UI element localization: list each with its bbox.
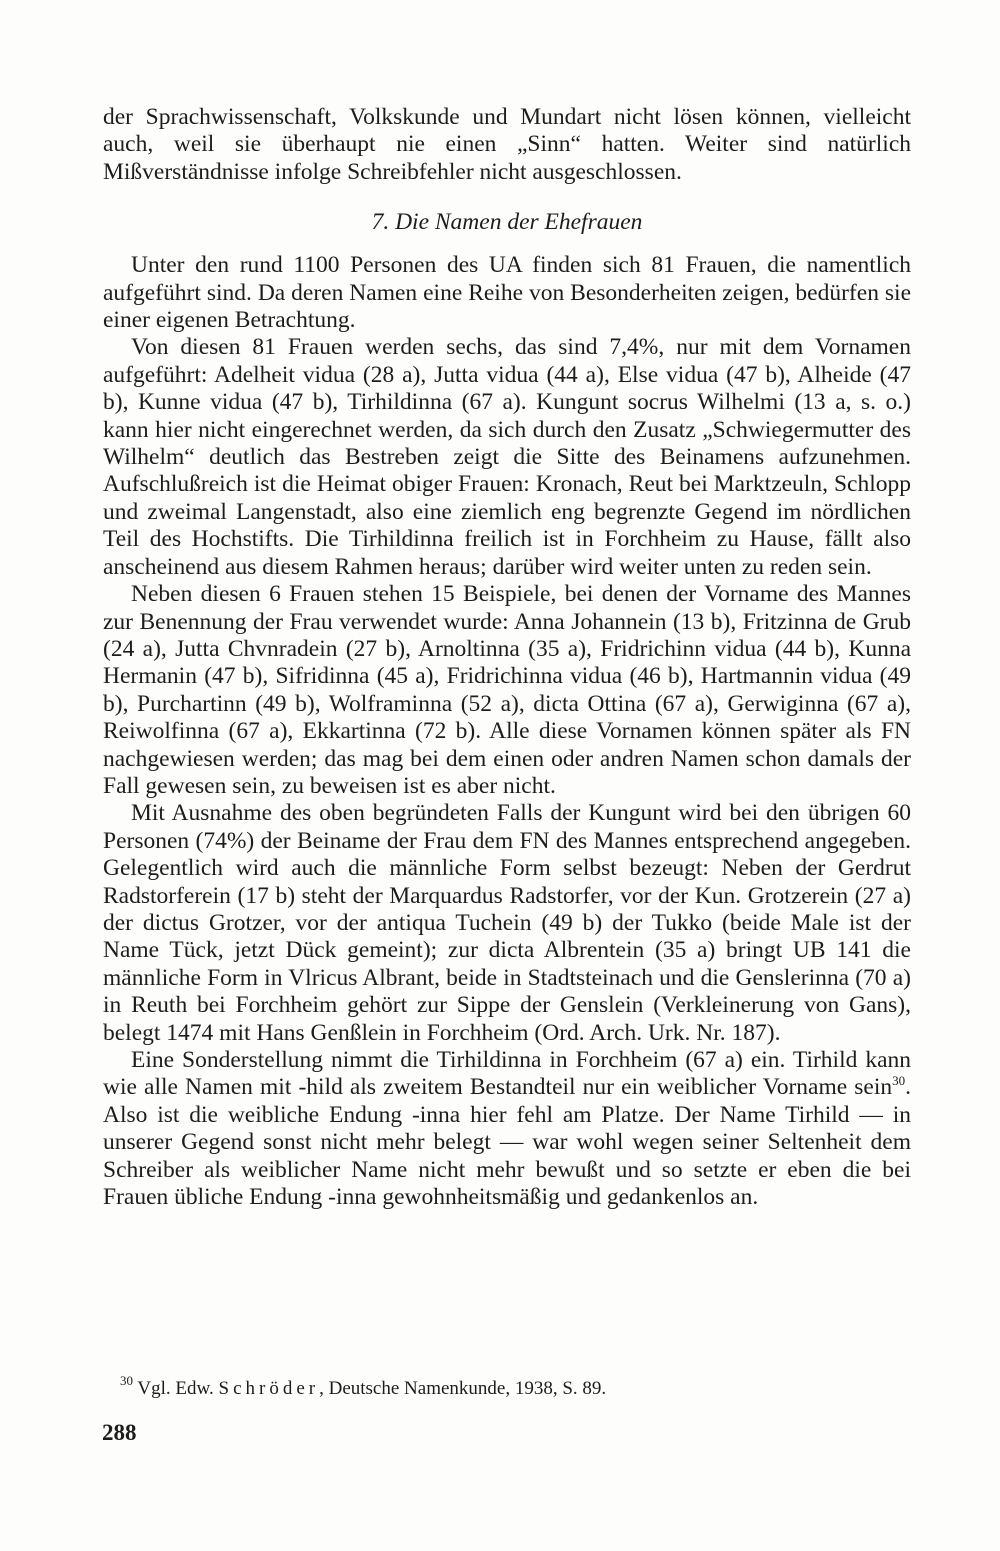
footnote xyxy=(120,1373,607,1400)
page-body xyxy=(103,104,911,1211)
paragraph-3: Neben diesen 6 Frauen stehen 15 Beispiele, bei denen der Vorname des Mannes zur Benennung der Frau verwendet wurde: Anna Johannein (13 b), Fritzinna de Grub (24 a), Jutta Chvnradein (27 b), Arnoltinna (35 a), Fridrichinn vidua (44 b), Kunna Hermanin (47 b), Sifridinna (45 a), Fridrichinna vidua (46 b), Hartmannin vidua (49 b), Purchartinn (49 b), Wolframinna (52 a), dicta Ottina (67 a), Gerwiginna (67 a), Reiwolfinna (67 a), Ekkartinna (72 b). Alle diese Vornamen können später als FN nachgewiesen werden; das mag bei dem einen oder andren Namen schon damals der Fall gewesen sein, zu beweisen ist es aber nicht. xyxy=(103,581,911,799)
footnote-lead: Vgl. Edw. xyxy=(137,1378,219,1399)
paragraph-1: Unter den rund 1100 Personen des UA finden sich 81 Frauen, die namentlich aufgeführt sind. Da deren Namen eine Reihe von Besonderheiten zeigen, bedürfen sie einer eigenen Betrachtung. xyxy=(103,252,911,334)
section-heading: 7. Die Namen der Ehefrauen xyxy=(371,209,643,236)
footnote-author: Schröder xyxy=(218,1378,320,1399)
page-number: 288 xyxy=(102,1420,137,1445)
paragraph-2: Von diesen 81 Frauen werden sechs, das sind 7,4%, nur mit dem Vornamen aufgeführt: Adelheit vidua (28 a), Jutta vidua (44 a), Else vidua (47 b), Alheide (47 b), Kunne vidua (47 b), Tirhildinna (67 a). Kungunt socrus Wilhelmi (13 a, s. o.) kann hier nicht eingerechnet werden, da sich durch den Zusatz „Schwiegermutter des Wilhelm“ deutlich das Bestreben zeigt die Sitte des Beinamens aufzunehmen. Aufschlußreich ist die Heimat obiger Frauen: Kronach, Reut bei Marktzeuln, Schlopp und zweimal Langenstadt, also eine ziemlich eng begrenzte Gegend im nördlichen Teil des Hochstifts. Die Tirhildinna freilich ist in Forchheim zu Hause, fällt also anscheinend aus diesem Rahmen heraus; darüber wird weiter unten zu reden sein. xyxy=(103,334,911,580)
paragraph-5-text-a: Eine Sonderstellung nimmt die Tirhildinna in Forchheim (67 a) ein. Tirhild kann wie alle Namen mit -hild als zweitem Bestandteil nur ein weiblicher Vorname sein xyxy=(103,1047,911,1101)
footnote-reference: 30 xyxy=(892,1073,906,1089)
paragraph-4: Mit Ausnahme des oben begründeten Falls der Kungunt wird bei den übrigen 60 Personen (74%) der Beiname der Frau dem FN des Mannes entsprechend angegeben. Gelegentlich wird auch die männliche Form selbst bezeugt: Neben der Gerdrut Radstorferein (17 b) steht der Marquardus Radstorfer, vor der Kun. Grotzerein (27 a) der dictus Grotzer, vor der antiqua Tuchein (49 b) der Tukko (beide Male ist der Name Tück, jetzt Dück gemeint); zur dicta Albrentein (35 a) bringt UB 141 die männliche Form in Vlricus Albrant, beide in Stadtsteinach und die Genslerinna (70 a) in Reuth bei Forchheim gehört zur Sippe der Genslein (Verkleinerung von Gans), belegt 1474 mit Hans Genßlein in Forchheim (Ord. Arch. Urk. Nr. 187). xyxy=(103,800,911,1046)
paragraph-intro: der Sprachwissenschaft, Volkskunde und Mundart nicht lösen können, vielleicht auch, weil sie überhaupt nie einen „Sinn“ hatten. Weiter sind natürlich Mißverständnisse infolge Schreibfehler nicht ausgeschlossen. xyxy=(103,104,911,185)
paragraph-5 xyxy=(103,1047,911,1211)
paragraph-5-text-b: . Also ist die weibliche Endung -inna hier fehl am Platze. Der Name Tirhild — in unserer Gegend sonst nicht mehr belegt — war wohl wegen seiner Seltenheit dem Schreiber als weiblicher Name nicht mehr bewußt und so setzte er eben die bei Frauen übliche Endung -inna gewohnheitsmäßig und gedankenlos an. xyxy=(103,1074,911,1211)
footnote-number: 30 xyxy=(120,1373,133,1388)
footnote-rest: , Deutsche Namenkunde, 1938, S. 89. xyxy=(319,1378,607,1399)
